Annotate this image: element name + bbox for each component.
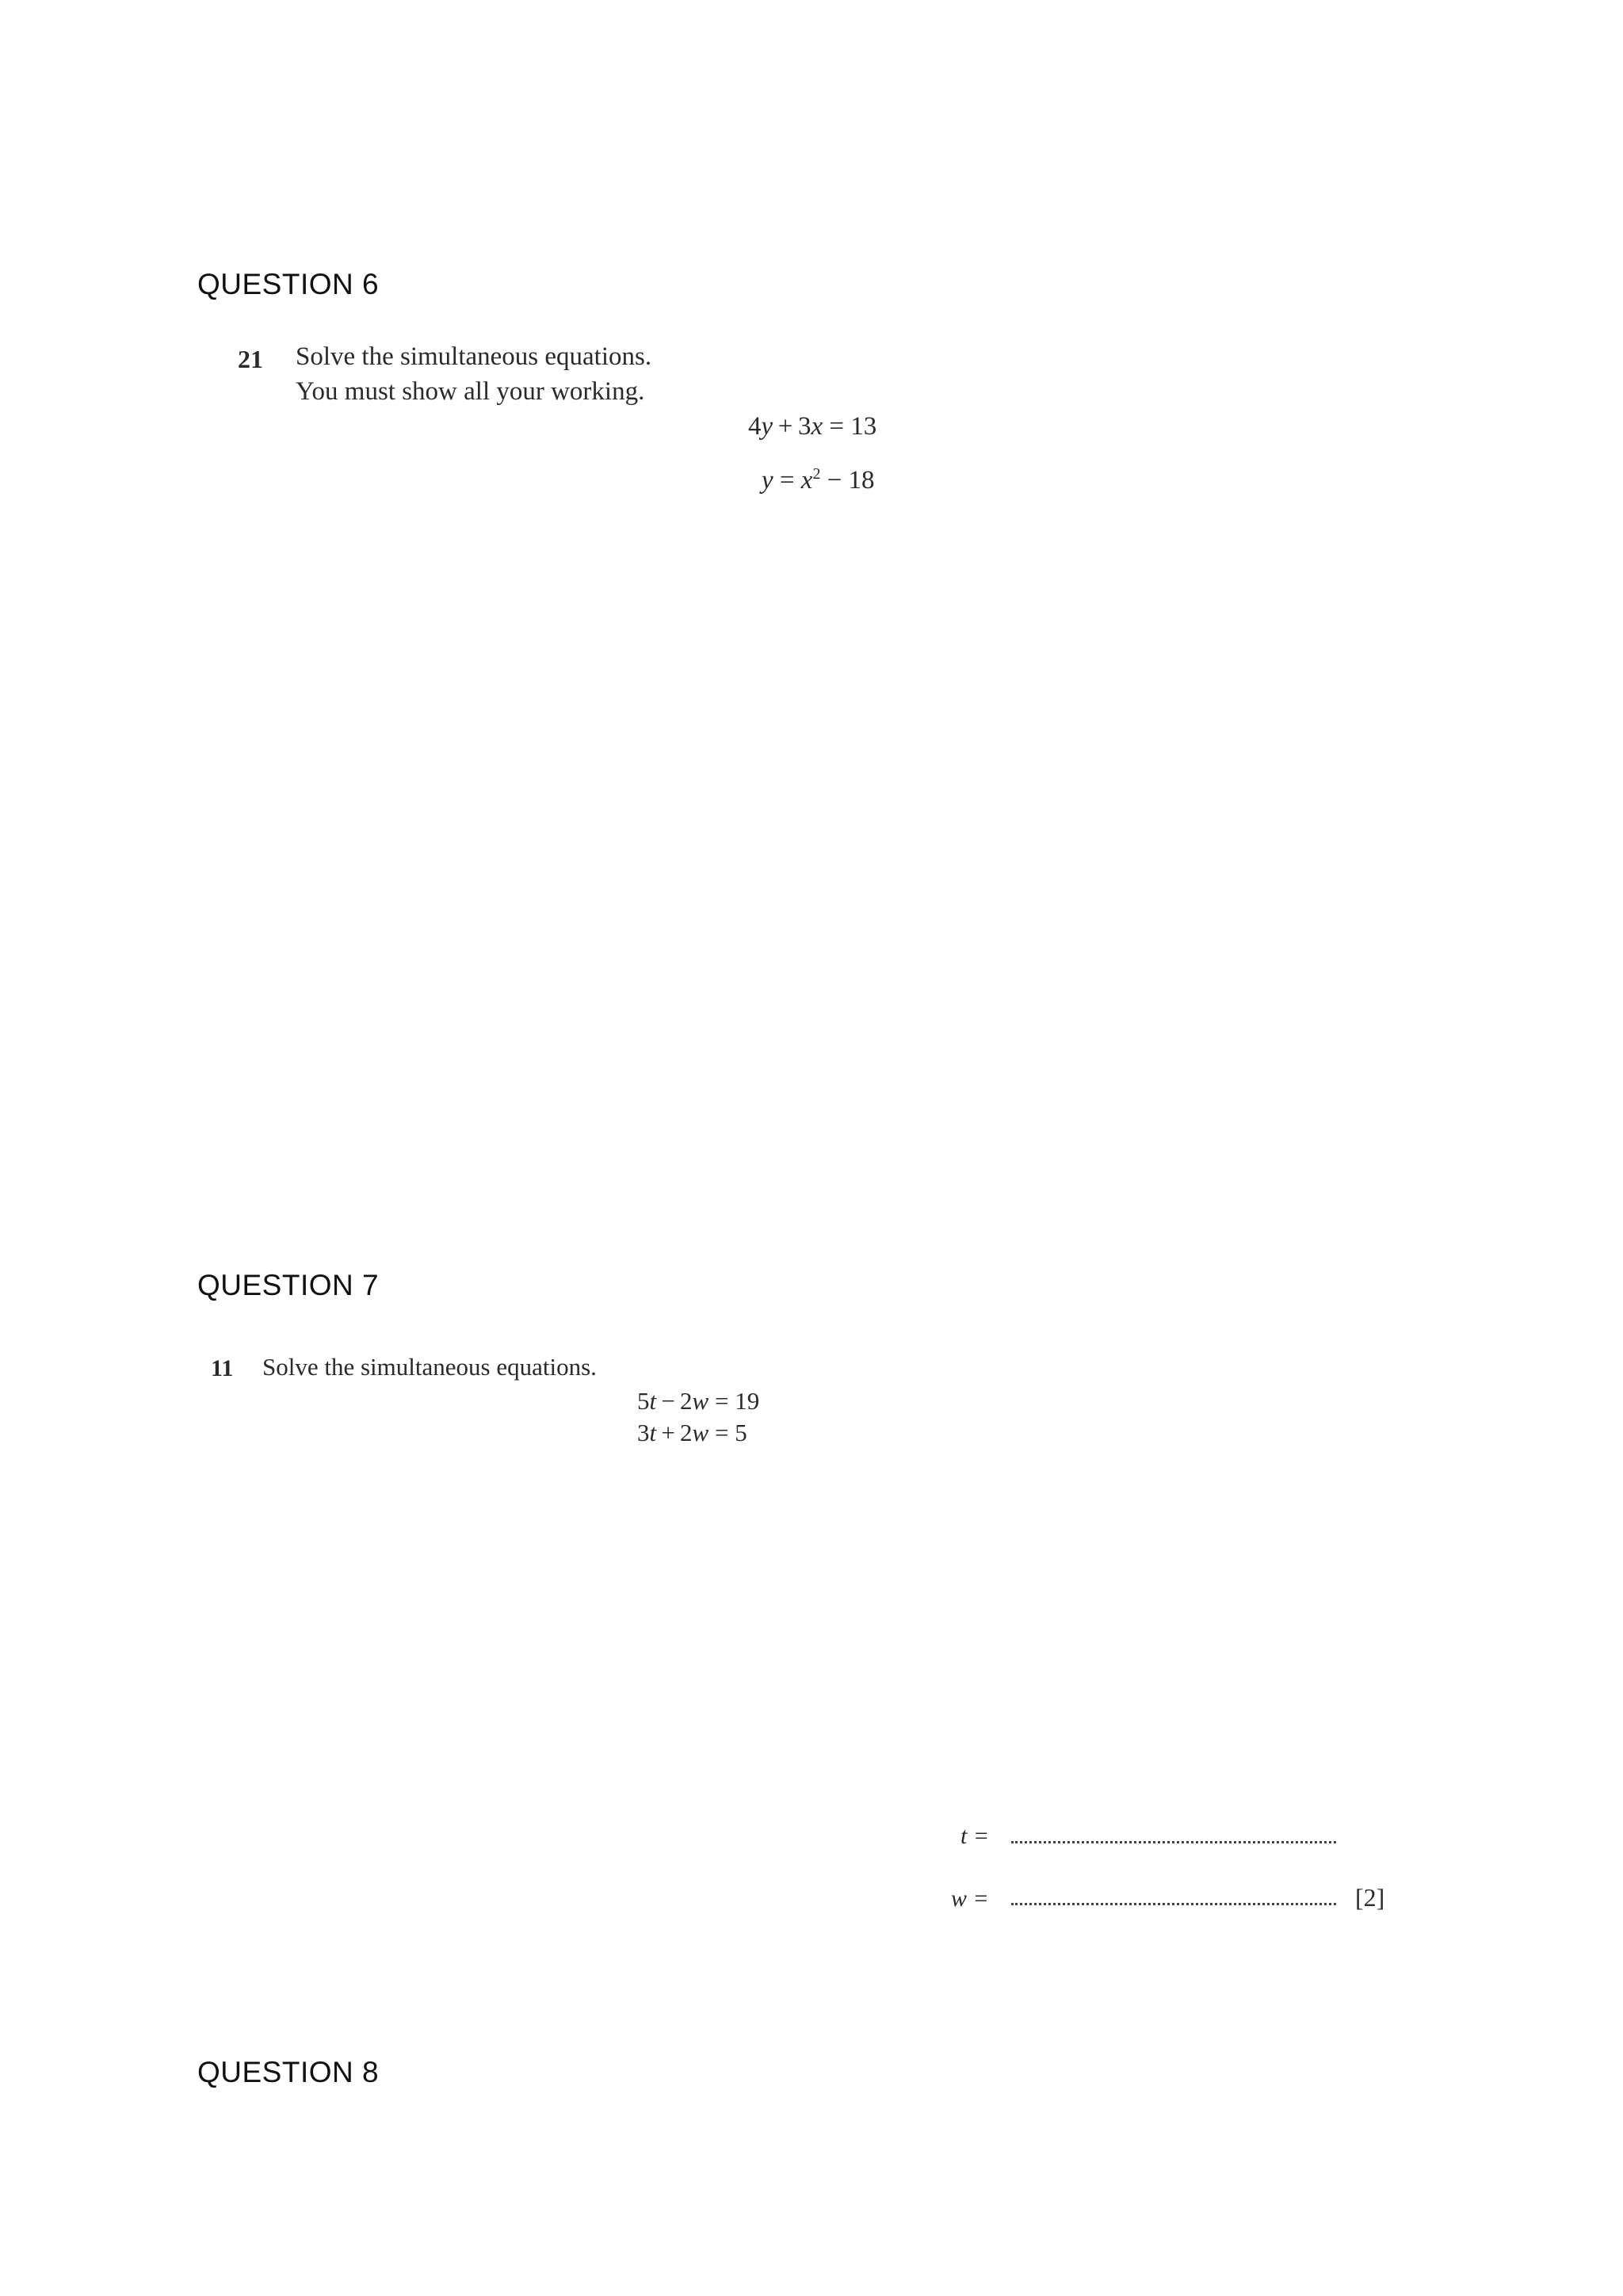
question-8-heading: QUESTION 8 xyxy=(197,2056,380,2088)
answer-w-label: w = xyxy=(951,1885,989,1912)
answer-w-field[interactable] xyxy=(1011,1903,1336,1905)
question-6-number: 21 xyxy=(238,345,263,373)
marks-label: [2] xyxy=(1355,1883,1385,1912)
question-7-instruction: Solve the simultaneous equations. xyxy=(262,1353,597,1381)
question-7-equation-2: 3t + 2w = 5 xyxy=(637,1419,747,1446)
question-6-heading: QUESTION 6 xyxy=(197,268,380,300)
question-6-instruction-2: You must show all your working. xyxy=(296,377,645,406)
question-7-heading: QUESTION 7 xyxy=(197,1269,380,1301)
question-7-number: 11 xyxy=(211,1355,234,1381)
answer-t-field[interactable] xyxy=(1011,1841,1336,1843)
question-6-instruction: Solve the simultaneous equations. xyxy=(296,342,652,371)
question-7-equation-1: 5t − 2w = 19 xyxy=(637,1387,760,1415)
answer-t-label: t = xyxy=(960,1823,990,1849)
question-6-equation-2: $y = x^2 - 18$ xyxy=(762,465,875,495)
question-6-equation-1: 4y + 3x = 13 xyxy=(748,412,877,441)
